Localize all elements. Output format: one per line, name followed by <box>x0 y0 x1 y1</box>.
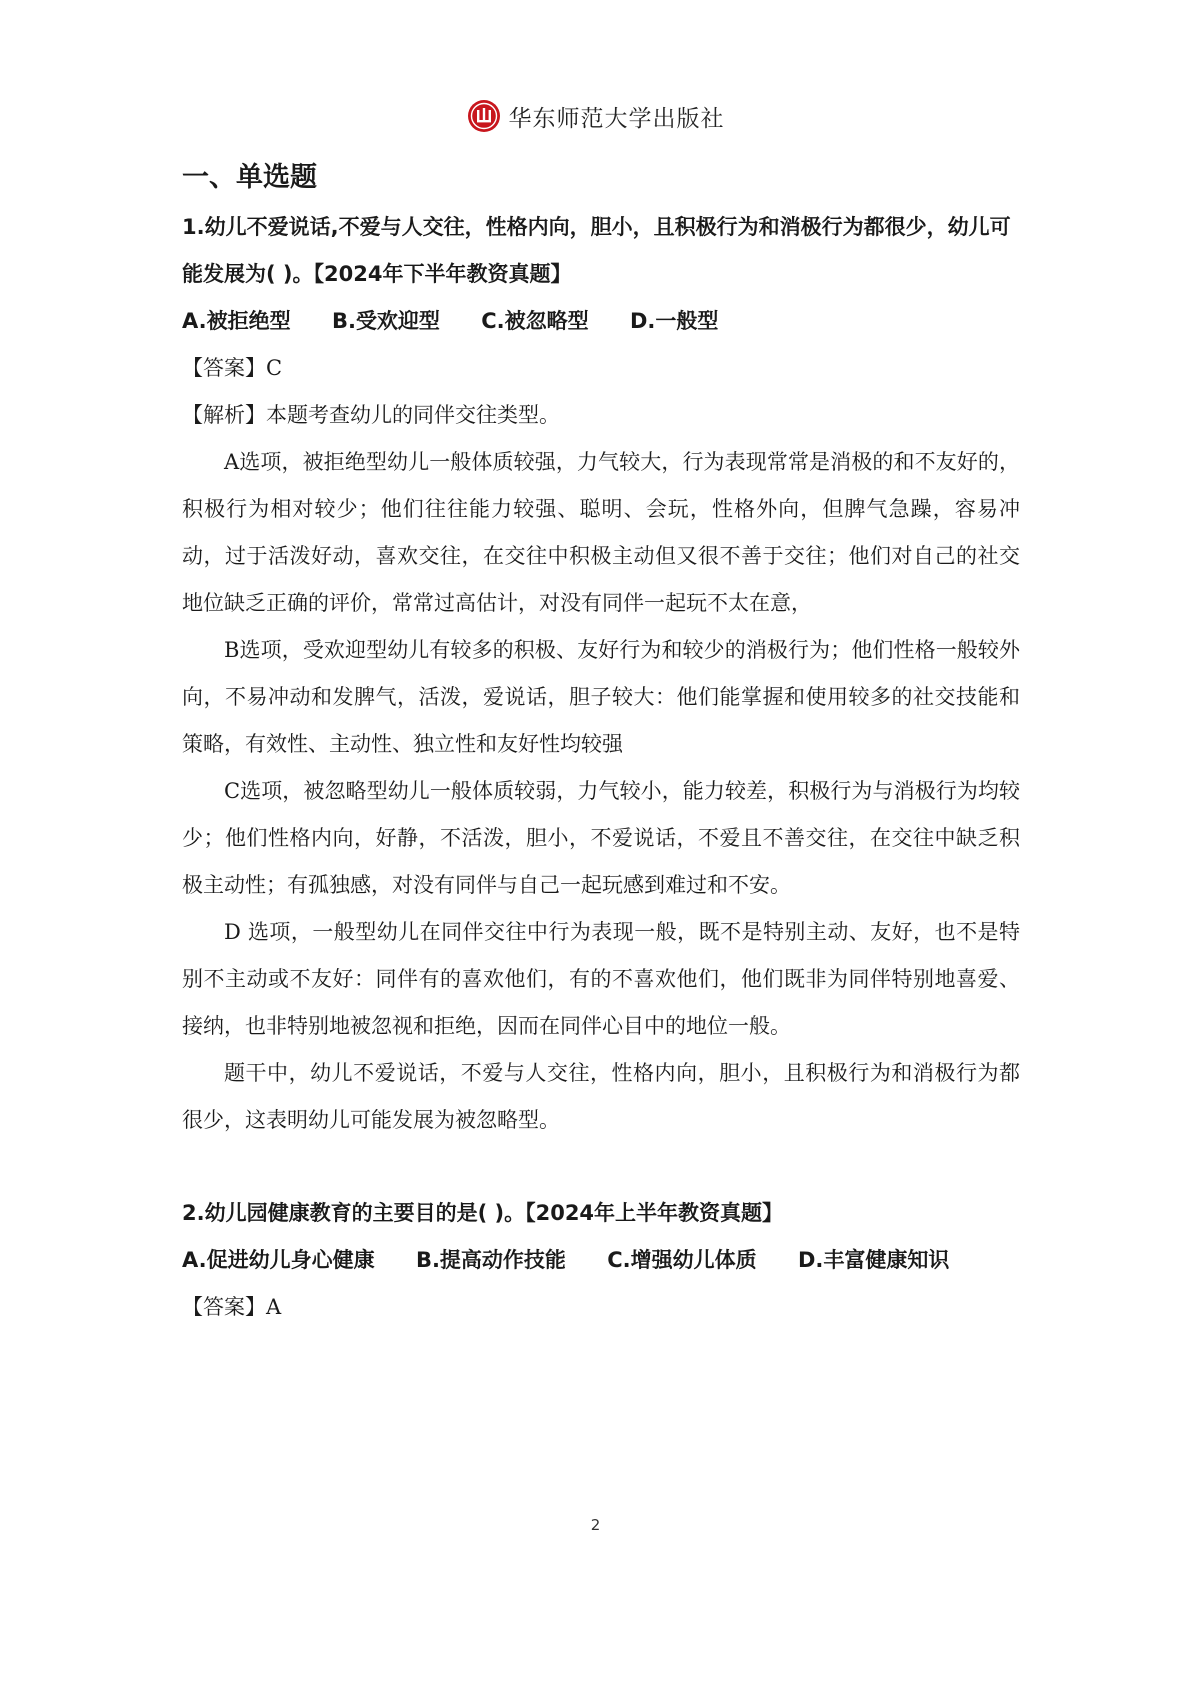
analysis-paragraph: B选项，受欢迎型幼儿有较多的积极、友好行为和较少的消极行为；他们性格一般较外向，不易冲动和发脾气，活泼，爱说话，胆子较大：他们能掌握和使用较多的社交技能和策略，有效性、主动性、独立性和友好性均较强 <box>182 638 1020 756</box>
publisher-emblem-icon <box>467 99 501 133</box>
option-b: B.受欢迎型 <box>331 309 440 333</box>
main-content <box>182 158 1020 1331</box>
answer-line: 【答案】A <box>182 1295 282 1319</box>
question-2 <box>182 1190 1020 1331</box>
option-d: D.丰富健康知识 <box>797 1248 950 1272</box>
analysis-paragraph: D 选项，一般型幼儿在同伴交往中行为表现一般，既不是特别主动、友好，也不是特别不主动或不友好：同伴有的喜欢他们，有的不喜欢他们，他们既非为同伴特别地喜爱、接纳，也非特别地被忽视和拒绝，因而在同伴心目中的地位一般。 <box>182 920 1020 1038</box>
analysis-paragraph: 题干中，幼儿不爱说话，不爱与人交往，性格内向，胆小，且积极行为和消极行为都很少，这表明幼儿可能发展为被忽略型。 <box>182 1061 1020 1132</box>
option-b: B.提高动作技能 <box>415 1248 566 1272</box>
question-options <box>182 298 1020 345</box>
page-number: 2 <box>590 1516 601 1534</box>
analysis-paragraph: A选项，被拒绝型幼儿一般体质较强，力气较大，行为表现常常是消极的和不友好的，积极行为相对较少；他们往往能力较强、聪明、会玩，性格外向，但脾气急躁，容易冲动，过于活泼好动，喜欢交往，在交往中积极主动但又很不善于交往；他们对自己的社交地位缺乏正确的评价，常常过高估计，对没有同伴一起玩不太在意， <box>182 450 1020 615</box>
question-stem: 2.幼儿园健康教育的主要目的是( )。【2024年上半年教资真题】 <box>182 1201 784 1225</box>
option-c: C.被忽略型 <box>481 309 589 333</box>
question-1 <box>182 204 1020 1144</box>
section-title: 一、单选题 <box>182 162 317 193</box>
option-d: D.一般型 <box>629 309 719 333</box>
option-a: A.被拒绝型 <box>182 309 291 333</box>
option-a: A.促进幼儿身心健康 <box>182 1248 375 1272</box>
analysis-heading: 【解析】本题考查幼儿的同伴交往类型。 <box>182 403 560 427</box>
question-stem: 1.幼儿不爱说话,不爱与人交往，性格内向，胆小，且积极行为和消极行为都很少，幼儿可能发展为( )。【2024年下半年教资真题】 <box>182 215 1011 286</box>
question-spacer <box>182 1144 1020 1190</box>
answer-line: 【答案】C <box>182 356 283 380</box>
publisher-name: 华东师范大学出版社 <box>508 105 725 132</box>
question-options <box>182 1237 1020 1284</box>
publisher-logo <box>467 99 725 133</box>
page-header <box>0 96 1191 136</box>
option-c: C.增强幼儿体质 <box>607 1248 757 1272</box>
analysis-paragraph: C选项，被忽略型幼儿一般体质较弱，力气较小，能力较差，积极行为与消极行为均较少；他们性格内向，好静，不活泼，胆小，不爱说话，不爱且不善交往，在交往中缺乏积极主动性；有孤独感，对没有同伴与自己一起玩感到难过和不安。 <box>182 779 1020 897</box>
